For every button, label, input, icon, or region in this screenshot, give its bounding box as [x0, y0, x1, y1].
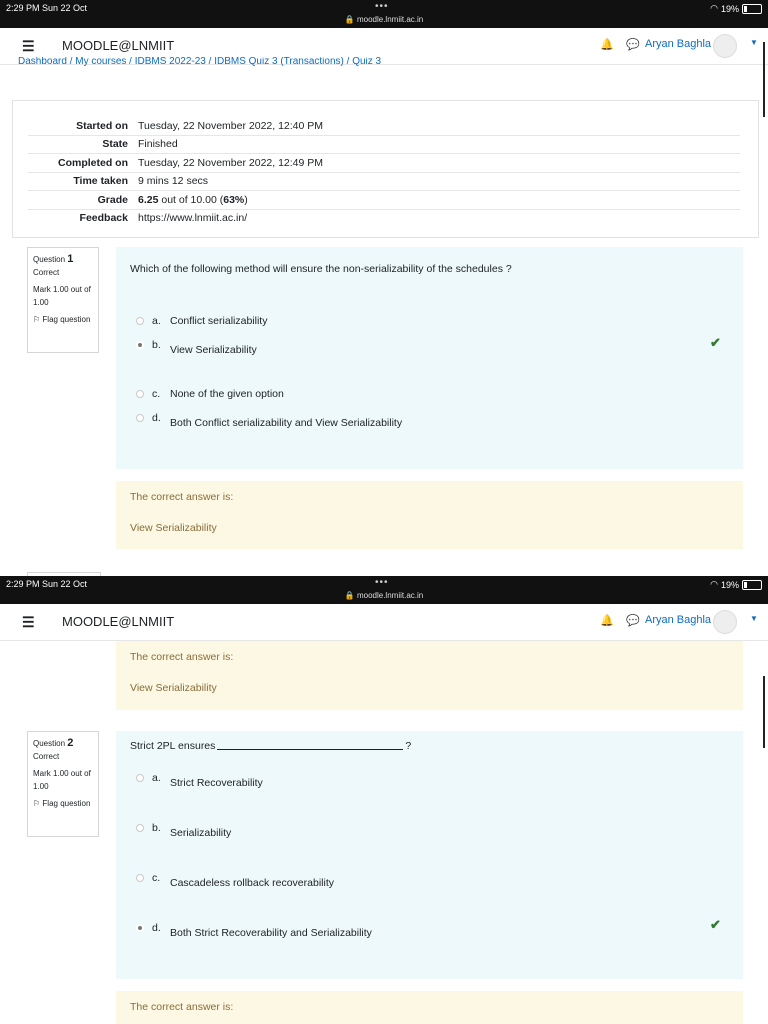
question-number: 1	[67, 253, 74, 265]
summary-key: State	[102, 138, 128, 151]
summary-row	[28, 153, 740, 172]
battery-indicator	[710, 3, 762, 14]
site-brand[interactable]: MOODLE@LNMIIT	[62, 38, 175, 53]
radio-button[interactable]	[136, 874, 144, 882]
radio-button[interactable]	[136, 390, 144, 398]
grade-value	[138, 194, 248, 206]
answer-option-c[interactable]	[136, 872, 334, 889]
feedback-title: The correct answer is:	[130, 491, 234, 503]
radio-button[interactable]	[136, 341, 144, 349]
answer-option-d[interactable]	[136, 412, 402, 429]
chevron-down-icon[interactable]: ▼	[750, 614, 758, 623]
radio-button[interactable]	[136, 824, 144, 832]
option-text: Conflict serializability	[170, 315, 268, 327]
answer-option-a[interactable]	[136, 315, 267, 327]
option-text: View Serializability	[170, 344, 257, 356]
status-time: 2:29 PM Sun 22 Oct	[6, 579, 88, 589]
question-content	[116, 731, 743, 979]
answer-option-d[interactable]	[136, 922, 372, 939]
flag-icon: ⚐	[33, 799, 41, 808]
breadcrumb[interactable]: Dashboard / My courses / IDBMS 2022-23 / IDBMS Quiz 3 (Transactions) / Quiz 3	[18, 57, 382, 67]
feedback-box	[116, 481, 743, 549]
question-mark: Mark 1.00 out of 1.00	[33, 285, 91, 307]
wifi-icon: ◠	[710, 579, 718, 589]
summary-value: 9 mins 12 secs	[138, 175, 209, 188]
tabs-dots[interactable]: •••	[375, 577, 389, 588]
question-info	[27, 247, 99, 353]
summary-value: Tuesday, 22 November 2022, 12:40 PM	[138, 119, 324, 132]
grade-percent: 63%	[223, 193, 245, 206]
question-state: Correct	[33, 268, 60, 277]
avatar[interactable]	[713, 34, 737, 58]
avatar[interactable]	[713, 610, 737, 634]
feedback-answer: View Serializability	[130, 522, 217, 534]
question-content	[116, 247, 743, 469]
grade-close: )	[244, 193, 248, 206]
scrollbar[interactable]	[763, 676, 765, 748]
option-text: Strict Recoverability	[170, 777, 263, 789]
navbar	[0, 604, 768, 641]
radio-button[interactable]	[136, 414, 144, 422]
question-number: 2	[67, 737, 74, 749]
option-letter: b.	[152, 822, 161, 834]
user-name[interactable]: Aryan Baghla	[645, 614, 712, 626]
question-text	[130, 740, 411, 752]
option-letter: c.	[152, 872, 161, 884]
question-info	[27, 731, 99, 837]
option-letter: a.	[152, 315, 161, 327]
option-text: Both Conflict serializability and View Serializability	[170, 417, 403, 429]
answer-option-a[interactable]	[136, 772, 263, 789]
battery-icon	[742, 580, 762, 590]
summary-value: Finished	[138, 138, 178, 151]
flag-icon: ⚐	[33, 315, 41, 324]
radio-button[interactable]	[136, 924, 144, 932]
user-name[interactable]: Aryan Baghla	[645, 38, 712, 50]
feedback-answer: View Serializability	[130, 682, 217, 694]
correct-check-icon: ✔	[710, 917, 721, 932]
flag-label: Flag question	[42, 799, 91, 808]
question-prompt-end: ?	[405, 740, 412, 752]
battery-indicator	[710, 579, 762, 590]
summary-row	[28, 117, 740, 135]
option-letter: c.	[152, 388, 161, 400]
flag-question[interactable]	[33, 797, 98, 810]
url-text: moodle.lnmiit.ac.in	[356, 15, 424, 24]
summary-row	[28, 190, 740, 209]
question-prompt: Strict 2PL ensures	[130, 740, 216, 752]
status-bar	[0, 576, 768, 604]
bell-icon[interactable]: 🔔	[600, 39, 614, 51]
question-label: Question	[33, 255, 68, 264]
question-label: Question	[33, 739, 68, 748]
summary-row	[28, 209, 740, 228]
question-mark: Mark 1.00 out of 1.00	[33, 769, 91, 791]
summary-value: Tuesday, 22 November 2022, 12:49 PM	[138, 156, 324, 169]
summary-key: Feedback	[79, 212, 128, 225]
status-bar	[0, 0, 768, 28]
attempt-summary	[12, 100, 759, 238]
chat-icon[interactable]: 💬	[626, 39, 640, 51]
summary-value: https://www.lnmiit.ac.in/	[138, 212, 248, 225]
url-text: moodle.lnmiit.ac.in	[356, 591, 424, 600]
option-letter: a.	[152, 772, 161, 784]
summary-key: Completed on	[58, 156, 128, 169]
option-text: Cascadeless rollback recoverability	[170, 877, 334, 889]
menu-icon[interactable]: ☰	[22, 614, 35, 630]
summary-key: Grade	[97, 193, 128, 206]
question-state: Correct	[33, 752, 60, 761]
site-brand[interactable]: MOODLE@LNMIIT	[62, 614, 175, 629]
summary-row	[28, 135, 740, 154]
battery-percent: 19%	[720, 579, 739, 590]
tabs-dots[interactable]: •••	[375, 1, 389, 12]
grade-out-of: out of 10.00 (	[158, 193, 224, 206]
battery-icon	[742, 4, 762, 14]
option-letter: d.	[152, 412, 161, 424]
option-text: Serializability	[170, 827, 232, 839]
option-text: Both Strict Recoverability and Serializability	[170, 927, 372, 939]
feedback-title: The correct answer is:	[130, 651, 234, 663]
summary-key: Started on	[76, 119, 128, 132]
correct-check-icon: ✔	[710, 335, 721, 350]
answer-option-c[interactable]	[136, 388, 284, 400]
url-bar[interactable]: 🔒 moodle.lnmiit.ac.in	[344, 591, 424, 600]
question-text: Which of the following method will ensure the non-serializability of the schedules ?	[130, 263, 512, 275]
radio-button[interactable]	[136, 774, 144, 782]
url-bar[interactable]: 🔒 moodle.lnmiit.ac.in	[344, 15, 424, 24]
blank-line	[217, 749, 403, 750]
grade-score: 6.25	[138, 193, 159, 206]
option-text: None of the given option	[170, 388, 284, 400]
bell-icon[interactable]: 🔔	[600, 615, 614, 627]
feedback-title: The correct answer is:	[130, 1001, 234, 1013]
option-letter: d.	[152, 922, 161, 934]
feedback-box	[116, 641, 743, 710]
summary-row	[28, 172, 740, 191]
feedback-box	[116, 991, 743, 1024]
option-letter: b.	[152, 339, 161, 351]
battery-percent: 19%	[720, 3, 739, 14]
status-time: 2:29 PM Sun 22 Oct	[6, 3, 88, 13]
radio-button[interactable]	[136, 317, 144, 325]
flag-label: Flag question	[42, 315, 91, 324]
scrollbar[interactable]	[763, 42, 765, 117]
chevron-down-icon[interactable]: ▼	[750, 38, 758, 47]
flag-question[interactable]	[33, 313, 98, 326]
summary-key: Time taken	[73, 175, 128, 188]
chat-icon[interactable]: 💬	[626, 615, 640, 627]
answer-option-b[interactable]	[136, 822, 231, 839]
answer-option-b[interactable]	[136, 339, 257, 356]
wifi-icon: ◠	[710, 3, 718, 13]
menu-icon[interactable]: ☰	[22, 38, 35, 54]
summary-table	[28, 117, 740, 227]
